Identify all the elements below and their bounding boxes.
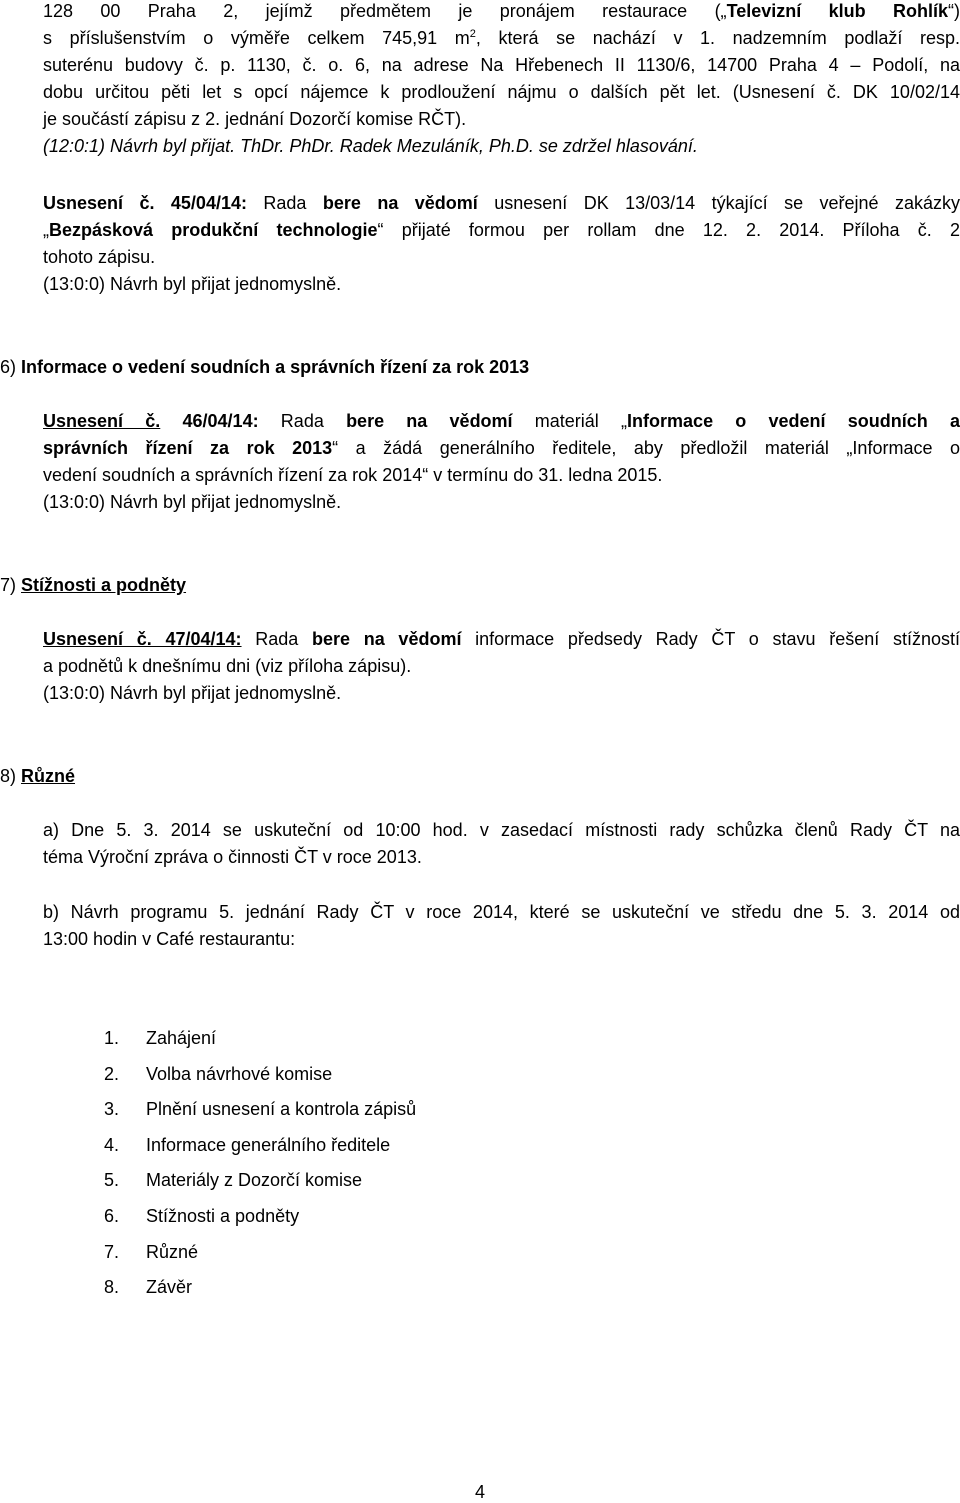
lease-line-4: dobu určitou pěti let s opcí nájemce k prodloužení nájmu o dalších pět let. (Usnesení č. DK 10/02/14 bbox=[43, 82, 960, 102]
page-number: 4 bbox=[474, 1482, 485, 1502]
lease-line-2: s příslušenstvím o výměře celkem 745,91 $m^2$, která se nachází v 1. nadzemním podlaží resp. bbox=[43, 28, 960, 48]
lease-line-5: je součástí zápisu z 2. jednání Dozorčí komise RČT). bbox=[43, 109, 467, 129]
vote-result: (13:0:0) Návrh byl přijat jednomyslně. bbox=[43, 683, 342, 703]
misc-item-a bbox=[43, 817, 960, 871]
resolution-47-line-2: a podnětů k dnešnímu dni (viz příloha zápisu). bbox=[43, 656, 412, 676]
resolution-46 bbox=[43, 408, 960, 516]
section-8-title: Různé bbox=[21, 766, 76, 786]
material-title: Informace o vedení soudních a bbox=[627, 411, 960, 431]
resolution-47-line-1: Usnesení č. 47/04/14: Rada bere na vědomí informace předsedy Rady ČT o stavu řešení stížností bbox=[43, 629, 960, 649]
lease-paragraph bbox=[43, 0, 960, 160]
vote-result: (13:0:0) Návrh byl přijat jednomyslně. bbox=[43, 274, 342, 294]
lease-line-1: 128 00 Praha 2, jejímž předmětem je pronájem restaurace („Televizní klub Rohlík“) bbox=[43, 1, 960, 21]
list-item: 5. Materiály z Dozorčí komise bbox=[104, 1170, 363, 1191]
attachment-reference: Příloha č. bbox=[842, 220, 932, 240]
resolution-47 bbox=[43, 626, 960, 707]
resolution-46-line-1: Usnesení č. 46/04/14: Rada bere na vědomí materiál „Informace o vedení soudních a bbox=[43, 411, 960, 431]
list-item: 7. Různé bbox=[104, 1241, 199, 1262]
section-8-heading: 8) Různé bbox=[0, 766, 76, 786]
misc-a-line-2: téma Výroční zpráva o činnosti ČT v roce 2013. bbox=[43, 847, 422, 867]
agenda-list bbox=[104, 1025, 416, 1310]
resolution-45-line-3: tohoto zápisu. bbox=[43, 247, 156, 267]
vote-result: (12:0:1) Návrh byl přijat. ThDr. PhDr. Radek Mezuláník, Ph.D. se zdržel hlasování. bbox=[43, 136, 698, 156]
section-7-title: Stížnosti a podněty bbox=[21, 575, 187, 595]
resolution-46-label: Usnesení č. 46/04/14: bbox=[43, 411, 259, 431]
resolution-45-label: Usnesení č. 45/04/14: bbox=[43, 193, 247, 213]
resolution-46-line-3: vedení soudních a správních řízení za rok 2014“ v termínu do 31. ledna 2015. bbox=[43, 465, 663, 485]
list-item: 6. Stížnosti a podněty bbox=[104, 1205, 300, 1226]
section-6-title: Informace o vedení soudních a správních řízení za rok 2013 bbox=[21, 357, 530, 377]
list-item: 3. Plnění usnesení a kontrola zápisů bbox=[104, 1099, 417, 1120]
misc-b-line-1: b) Návrh programu 5. jednání Rady ČT v roce 2014, které se uskuteční ve středu dne 5. 3. 2014 od bbox=[43, 902, 960, 922]
list-item: 4. Informace generálního ředitele bbox=[104, 1134, 391, 1155]
misc-a-line-1: a) Dne 5. 3. 2014 se uskuteční od 10:00 hod. v zasedací místnosti rady schůzka členů Rady ČT na bbox=[43, 820, 960, 840]
resolution-45-line-1: Usnesení č. 45/04/14: Rada bere na vědomí usnesení DK 13/03/14 týkající se veřejné zakázky bbox=[43, 193, 960, 213]
resolution-45 bbox=[43, 190, 960, 298]
section-7-heading: 7) Stížnosti a podněty bbox=[0, 575, 187, 595]
section-6-heading: 6) Informace o vedení soudních a správních řízení za rok 2013 bbox=[0, 357, 530, 377]
list-item: 8. Závěr bbox=[104, 1277, 193, 1298]
list-item: 2. Volba návrhové komise bbox=[104, 1063, 333, 1084]
resolution-46-line-2: správních řízení za rok 2013“ a žádá generálního ředitele, aby předložil materiál „Informace o bbox=[43, 438, 960, 458]
misc-item-b bbox=[43, 899, 960, 953]
misc-b-line-2: 13:00 hodin v Café restaurantu: bbox=[43, 929, 296, 949]
list-item: 1. Zahájení bbox=[104, 1028, 217, 1048]
vote-result: (13:0:0) Návrh byl přijat jednomyslně. bbox=[43, 492, 342, 512]
restaurant-name: Televizní klub Rohlík bbox=[726, 1, 948, 21]
tender-title: Bezpásková produkční technologie bbox=[49, 220, 378, 240]
lease-line-3: suterénu budovy č. p. 1130, č. o. 6, na adrese Na Hřebenech II 1130/6, 14700 Praha 4 – Podolí, na bbox=[43, 55, 960, 75]
resolution-45-line-2: „Bezpásková produkční technologie“ přijaté formou per rollam dne 12. 2. 2014. Příloha č. 2 bbox=[43, 220, 960, 240]
resolution-47-label: Usnesení č. 47/04/14: bbox=[43, 629, 242, 649]
